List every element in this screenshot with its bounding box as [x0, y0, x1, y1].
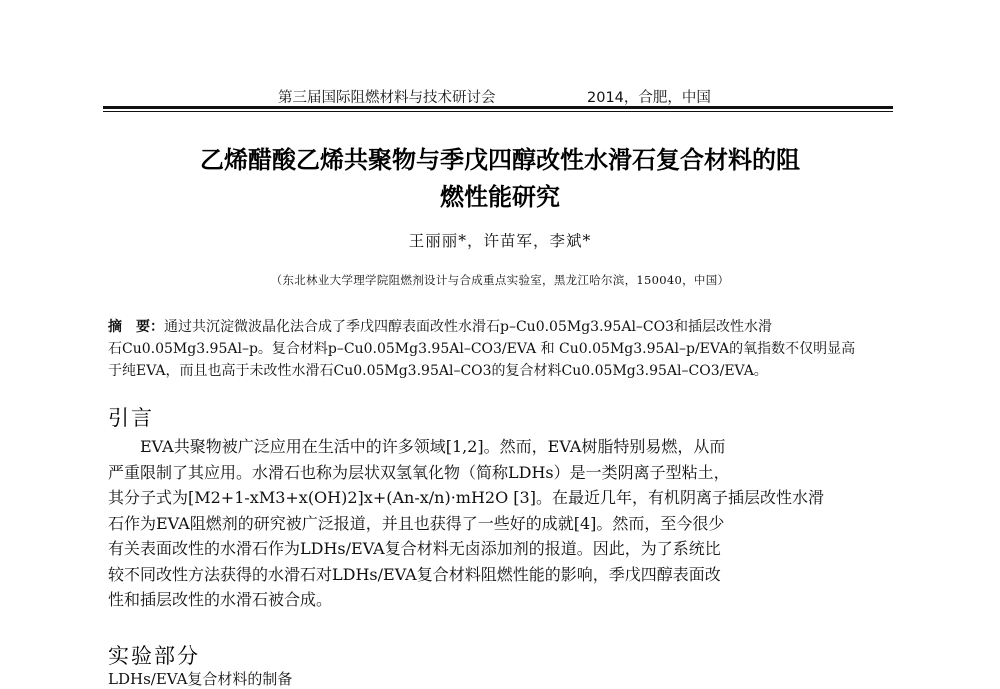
abstract — [108, 316, 893, 382]
body-line: EVA共聚物被广泛应用在生活中的许多领域[1,2]。然而，EVA树脂特别易燃，从而 — [108, 437, 726, 456]
title-line-1: 乙烯醋酸乙烯共聚物与季戊四醇改性水滑石复合材料的阻 — [200, 146, 800, 174]
title-line-2: 燃性能研究 — [440, 183, 560, 211]
body-line: 其分子式为[M2+1-xM3+x(OH)2]x+(An-x/n)·mH2O [3]。在最近几年，有机阴离子插层改性水滑 — [108, 488, 824, 507]
abstract-line: 于纯EVA，而且也高于未改性水滑石Cu0.05Mg3.95Al–CO3的复合材料Cu0.05Mg3.95Al–CO3/EVA。 — [108, 363, 768, 379]
abstract-label: 摘 要： — [108, 319, 164, 335]
conference-date-place: 2014，合肥，中国 — [587, 90, 711, 106]
conference-name: 第三届国际阻燃材料与技术研讨会 — [278, 90, 496, 106]
abstract-line: 摘 要：通过共沉淀微波晶化法合成了季戊四醇表面改性水滑石p–Cu0.05Mg3.95Al–CO3和插层改性水滑 — [108, 319, 773, 335]
running-header — [103, 86, 893, 106]
body-line: 有关表面改性的水滑石作为LDHs/EVA复合材料无卤添加剂的报道。因此，为了系统比 — [108, 539, 721, 558]
subsection-heading: LDHs/EVA复合材料的制备 — [108, 670, 293, 688]
introduction-body — [108, 434, 893, 613]
section-heading-experimental: 实验部分 — [108, 644, 200, 668]
header-rule-thick — [103, 106, 893, 109]
abstract-line: 石Cu0.05Mg3.95Al–p。复合材料p–Cu0.05Mg3.95Al–CO3/EVA 和 Cu0.05Mg3.95Al–p/EVA的氧指数不仅明显高 — [108, 341, 856, 357]
author-list: 王丽丽*，许苗军，李斌* — [408, 232, 592, 250]
header-rule-thin — [103, 111, 893, 112]
body-line: 较不同改性方法获得的水滑石对LDHs/EVA复合材料阻燃性能的影响，季戊四醇表面改 — [108, 564, 721, 584]
body-line: 石作为EVA阻燃剂的研究被广泛报道，并且也获得了一些好的成就[4]。然而，至今很少 — [108, 513, 725, 533]
body-line: 严重限制了其应用。水滑石也称为层状双氢氧化物（简称LDHs）是一类阴离子型粘土， — [108, 462, 730, 482]
paper-title — [110, 142, 890, 216]
section-heading-introduction: 引言 — [108, 406, 154, 430]
affiliation: （东北林业大学理学院阻燃剂设计与合成重点实验室，黑龙江哈尔滨，150040，中国） — [270, 273, 730, 287]
body-line: 性和插层改性的水滑石被合成。 — [108, 590, 333, 609]
